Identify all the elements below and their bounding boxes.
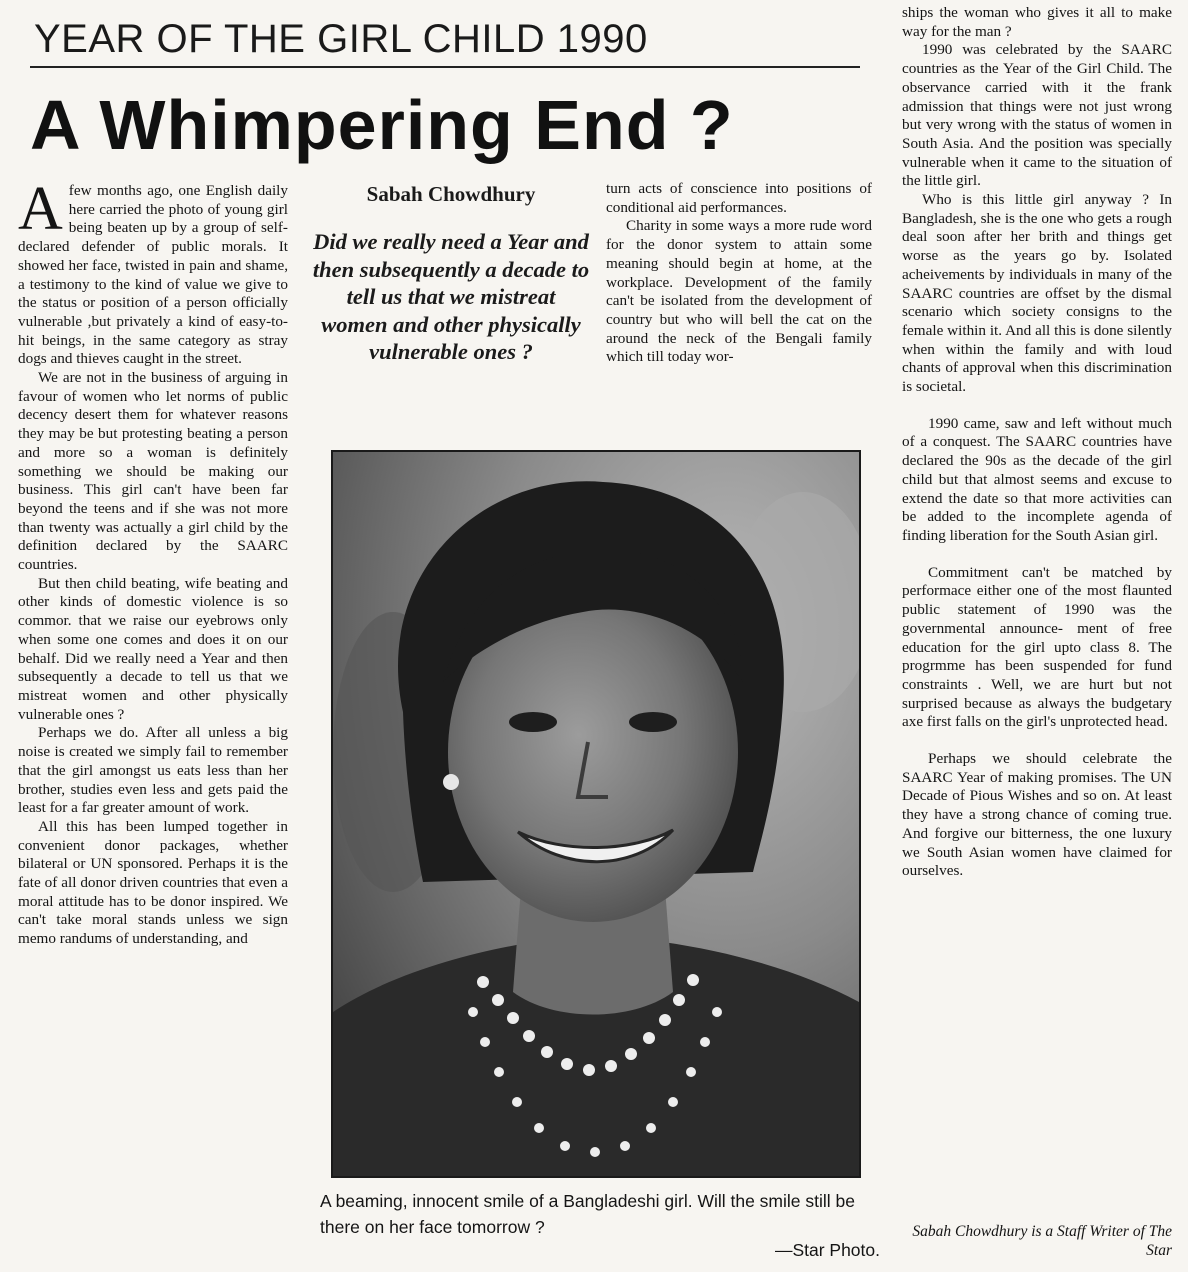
paragraph: Who is this little girl anyway ? In Bangladesh, she is the one who gets a rough deal soon after her brith and things get worse as the years go by. Isolated acheivements by individuals in many of the SAARC countries are offset by the dismal scenario which society consigns to the female within it. And all this is done silently when within the family and with loud chants of approval when this discrimination is societal.	[902, 191, 1172, 396]
girl-portrait-image	[333, 452, 859, 1176]
paragraph: Commitment can't be matched by performace either one of the most flaunted public statement of 1990 was the governmental announce- ment of free education for the girl upto class 8. The progrmme has been suspended for fund constraints . Well, we are hurt but not surprised because as always the budgetary axe first falls on the girl's unprotected head.	[902, 563, 1172, 731]
paragraph: ships the woman who gives it all to make way for the man ?	[902, 4, 1172, 40]
portrait-photo	[331, 450, 861, 1178]
column-1	[18, 175, 288, 949]
byline: Sabah Chowdhury	[366, 182, 536, 206]
paragraph	[18, 175, 288, 369]
paragraph: Charity in some ways a more rude word for the donor system to attain some meaning should begin at home, at the workplace. Development of the family can't be isolated from the development of country but who will bell the cat on the around the neck of the Bengali family which till today wor-	[606, 217, 872, 366]
paragraph-text: few months ago, one English daily here carried the photo of young girl being beaten up by a group of self-declared defender of public morals. It showed her face, twisted in pain and shame, a testimony to the kind of value we give to the status or position of a person officially vulnerable ,but privately a kind of easy-to-hit beings, in the same category as stray dogs and thieves caught in the street.	[18, 182, 288, 368]
kicker-title: YEAR OF THE GIRL CHILD 1990	[34, 17, 648, 61]
headline: A Whimpering End ?	[30, 86, 734, 164]
column-3	[606, 180, 872, 367]
paragraph: 1990 was celebrated by the SAARC countries as the Year of the Girl Child. The observance carried with it the frank admission that things were not just wrong but very wrong with the status of women in South Asia. And the position was specially vulnerable when it came to the situation of the little girl.	[902, 41, 1172, 190]
paragraph: 1990 came, saw and left without much of a conquest. The SAARC countries have declared the 90s as the decade of the girl child but that almost seems and excuse to extend the date so that more activities can be added to the incomplete agenda of finding liberation for the South Asian girl.	[902, 414, 1172, 544]
column-4	[902, 4, 1172, 881]
kicker-rule	[30, 66, 860, 68]
paragraph: But then child beating, wife beating and other kinds of domestic violence is so commor. that we raise our eyebrows only when some one comes and does it on our behalf. Did we really need a Year and then subsequently a decade to tell us that we mistreat women and other physically vulnerable ones ?	[18, 574, 288, 723]
author-note: Sabah Chowdhury is a Staff Writer of The Star	[912, 1223, 1172, 1259]
paragraph: Perhaps we do. After all unless a big noise is created we simply fail to remember that the girl amongst us eats less than her brother, studies even less and gets paid the least for a far greater amount of work.	[18, 724, 288, 817]
paragraph: Perhaps we should celebrate the SAARC Year of making promises. The UN Decade of Pious Wishes and so on. At least they have a strong chance of coming true. And forgive our bitterness, the one luxury we South Asian women have claimed for ourselves.	[902, 750, 1172, 880]
pull-quote: Did we really need a Year and then subsequently a decade to tell us that we mistreat women and other physically vulnerable ones ?	[312, 229, 590, 364]
drop-cap: A	[18, 175, 63, 243]
paragraph: We are not in the business of arguing in favour of women who let norms of public decency desert them for whatever reasons they may be but protesting beating a person and more so a woman is definitely something we should be making our business. This girl can't have been far beyond the teens and if she was not more than twenty was actually a girl child by the definition declared by the SAARC countries.	[18, 369, 288, 574]
paragraph: All this has been lumped together in convenient donor packages, whether bilateral or UN sponsored. Perhaps it is the fate of all donor driven countries that even a moral attitude has to be donor inspired. We can't take moral stands unless we sign memo randums of understanding, and	[18, 817, 288, 948]
photo-credit: —Star Photo.	[774, 1240, 880, 1260]
photo-caption: A beaming, innocent smile of a Bangladeshi girl. Will the smile still be there on her face tomorrow ?	[320, 1191, 855, 1237]
paragraph: turn acts of conscience into positions of conditional aid performances.	[606, 180, 872, 216]
